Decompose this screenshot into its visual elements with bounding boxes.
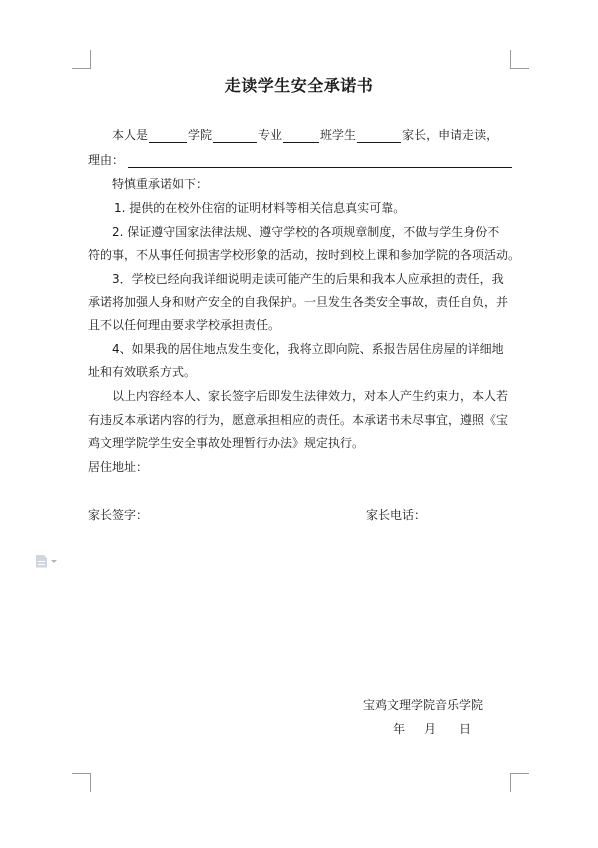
chevron-down-icon	[51, 560, 57, 563]
college-blank[interactable]	[149, 129, 187, 143]
crop-mark-bottom-right	[510, 773, 529, 792]
intro-text-3: 专业	[258, 128, 283, 142]
promise-item-2-line-2: 符的事，不从事任何损害学校形象的活动，按时到校上课和参加学院的各项活动。	[88, 248, 521, 262]
promise-item-3-line-3: 且不以任何理由要求学校承担责任。	[88, 318, 281, 332]
closing-line-2: 有违反本承诺内容的行为，愿意承担相应的责任。本承诺书未尽事宜，遵照《宝	[88, 413, 509, 427]
promise-item-3-line-1: 3．学校已经向我详细说明走读可能产生的后果和我本人应承担的责任，我	[112, 272, 504, 286]
intro-text-5: 家长，申请走读，	[402, 128, 499, 142]
closing-line-1: 以上内容经本人、家长签字后即发生法律效力，对本人产生约束力，本人若	[112, 389, 509, 403]
crop-mark-top-right	[510, 50, 529, 69]
promise-item-4-line-2: 址和有效联系方式。	[88, 365, 197, 379]
promise-item-4-line-1: 4、如果我的居住地点发生变化，我将立即向院、系报告居住房屋的详细地	[112, 342, 504, 356]
address-label: 居住地址：	[88, 460, 149, 474]
promise-intro: 特慎重承诺如下：	[112, 177, 209, 191]
major-blank[interactable]	[213, 129, 257, 143]
promise-item-3-line-2: 承诺将加强人身和财产安全的自我保护。一旦发生各类安全事故，责任自负，并	[88, 295, 509, 309]
date-day: 日	[459, 722, 472, 736]
student-blank[interactable]	[357, 129, 401, 143]
closing-line-3: 鸡文理学院学生安全事故处理暂行办法》规定执行。	[88, 436, 365, 450]
reason-label: 理由：	[88, 153, 125, 167]
document-title: 走读学生安全承诺书	[224, 76, 374, 95]
intro-line	[88, 127, 512, 143]
document-icon	[36, 555, 47, 568]
promise-item-1: 1. 提供的在校外住宿的证明材料等相关信息真实可靠。	[114, 201, 406, 215]
crop-mark-bottom-left	[72, 773, 91, 792]
date-year: 年	[393, 722, 406, 736]
crop-mark-top-left	[72, 50, 91, 69]
promise-item-2-line-1: 2. 保证遵守国家法律法规、遵守学校的各项规章制度，不做与学生身份不	[112, 225, 500, 239]
intro-text-1: 本人是	[112, 128, 149, 142]
intro-text-2: 学院	[188, 128, 213, 142]
parent-phone-label: 家长电话：	[366, 508, 427, 522]
document-options[interactable]	[36, 553, 66, 569]
reason-line	[88, 152, 512, 168]
organization-name: 宝鸡文理学院音乐学院	[363, 698, 484, 712]
intro-text-4: 班学生	[320, 128, 357, 142]
class-blank[interactable]	[283, 129, 319, 143]
parent-signature-label: 家长签字：	[88, 508, 149, 522]
reason-blank[interactable]	[128, 154, 512, 168]
date-month: 月	[424, 722, 437, 736]
